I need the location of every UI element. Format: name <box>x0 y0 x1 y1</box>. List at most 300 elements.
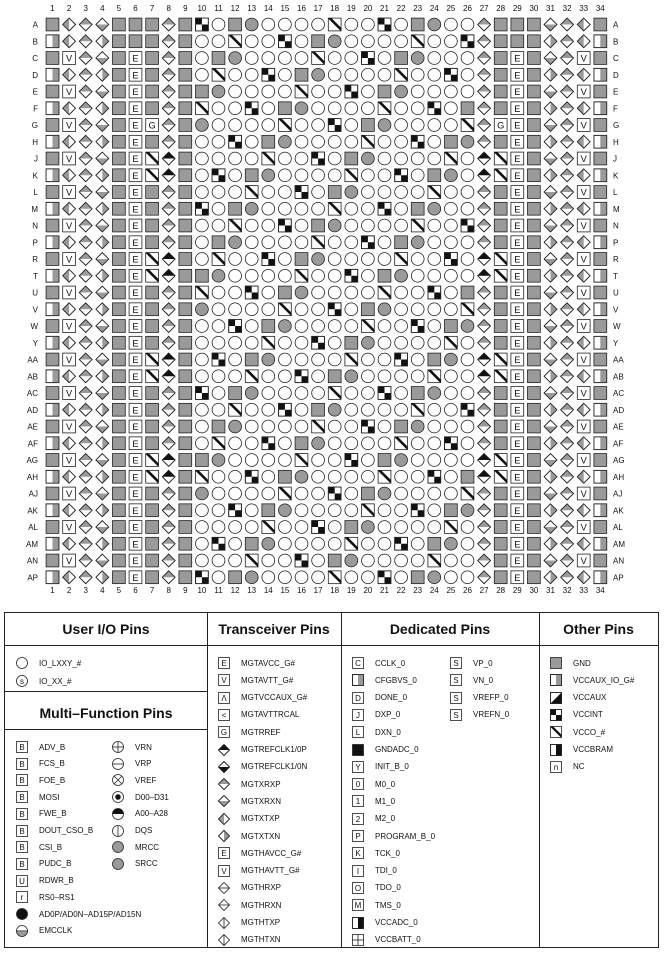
svg-text:V: V <box>580 187 587 198</box>
svg-text:V: V <box>66 221 73 232</box>
col-label-top: 32 <box>562 4 572 13</box>
legend-item <box>351 863 397 879</box>
row-label-right: AC <box>613 389 625 398</box>
pin-cell <box>245 52 258 65</box>
pin-cell <box>544 437 557 450</box>
pin-cell <box>544 119 557 132</box>
pin-cell <box>362 286 375 299</box>
pin-cell <box>494 286 507 299</box>
pin-cell <box>312 320 325 333</box>
pin-cell <box>146 320 159 333</box>
pin-cell <box>395 269 408 282</box>
pin-cell <box>428 504 441 517</box>
pin-cell <box>245 320 258 333</box>
legend-item <box>449 707 509 723</box>
pin-cell <box>295 219 308 232</box>
pin-cell <box>561 52 574 65</box>
pin-cell <box>577 521 590 534</box>
pin-cell <box>162 186 175 199</box>
sq-D-icon <box>351 691 365 705</box>
pin-cell <box>511 219 524 232</box>
pin-cell <box>146 253 159 266</box>
sq-gray-icon <box>549 656 563 670</box>
pin-cell <box>561 437 574 450</box>
pin-cell <box>577 152 590 165</box>
pin-cell <box>594 487 607 500</box>
pin-cell <box>295 420 308 433</box>
pin-cell <box>262 236 275 249</box>
row-label-left: AC <box>26 389 38 398</box>
pin-cell <box>594 554 607 567</box>
pin-cell <box>129 35 142 48</box>
pin-cell <box>378 320 391 333</box>
pin-cell <box>594 219 607 232</box>
pin-cell <box>345 186 358 199</box>
pin-cell <box>345 269 358 282</box>
svg-text:E: E <box>132 154 139 165</box>
svg-text:E: E <box>132 237 139 248</box>
pin-cell <box>245 537 258 550</box>
svg-text:E: E <box>514 204 521 215</box>
pin-cell <box>345 353 358 366</box>
legend-label: A00–A28 <box>135 809 168 819</box>
pin-cell <box>212 454 225 467</box>
pin-cell <box>146 85 159 98</box>
legend-label: DXN_0 <box>375 727 401 737</box>
pin-cell <box>528 202 541 215</box>
pin-cell <box>129 85 142 98</box>
pin-cell <box>46 504 59 517</box>
pin-cell <box>212 169 225 182</box>
pin-cell <box>162 152 175 165</box>
pin-cell <box>494 370 507 383</box>
pin-cell <box>279 135 292 148</box>
row-label-left: AH <box>26 472 38 482</box>
legend-item <box>351 690 407 706</box>
row-label-left: P <box>32 238 38 248</box>
pin-cell <box>511 403 524 416</box>
legend-item <box>449 655 493 671</box>
pin-cell <box>362 35 375 48</box>
legend-label: VCCBRAM <box>573 745 614 754</box>
legend-label: PUDC_B <box>39 859 72 869</box>
pin-cell <box>196 487 209 500</box>
row-label-left: N <box>32 221 38 231</box>
pin-cell <box>96 353 109 366</box>
col-label-top: 22 <box>396 4 406 13</box>
pin-cell <box>411 68 424 81</box>
row-label-right: K <box>613 171 619 181</box>
pin-cell <box>96 521 109 534</box>
legend-label: M1_0 <box>375 796 396 806</box>
legend-label: MGTAVTT_G# <box>241 675 294 685</box>
pin-cell <box>577 119 590 132</box>
pin-cell <box>445 487 458 500</box>
pin-cell <box>295 286 308 299</box>
pin-cell <box>162 169 175 182</box>
pin-cell <box>262 52 275 65</box>
pin-cell <box>262 85 275 98</box>
pin-cell <box>378 169 391 182</box>
svg-text:Y: Y <box>355 762 361 772</box>
legend-item <box>15 789 59 805</box>
svg-text:V: V <box>580 455 587 466</box>
pin-cell <box>113 135 126 148</box>
pin-cell <box>129 102 142 115</box>
pin-cell <box>577 269 590 282</box>
pin-cell <box>229 253 242 266</box>
pin-cell <box>279 353 292 366</box>
legend-item <box>217 828 280 844</box>
pin-cell <box>461 236 474 249</box>
pin-cell <box>212 521 225 534</box>
svg-text:E: E <box>514 472 521 483</box>
legend-label: MGTHTXN <box>241 935 281 945</box>
pin-cell <box>312 219 325 232</box>
pin-cell <box>494 269 507 282</box>
pin-cell <box>229 537 242 550</box>
svg-text:E: E <box>514 271 521 282</box>
svg-text:V: V <box>66 154 73 165</box>
pin-cell <box>79 68 92 81</box>
pin-cell <box>212 504 225 517</box>
svg-text:E: E <box>514 70 521 81</box>
pin-cell <box>312 85 325 98</box>
legend-item <box>217 897 281 913</box>
pin-cell <box>528 470 541 483</box>
col-label-top: 26 <box>463 4 472 13</box>
pin-cell <box>96 336 109 349</box>
pin-cell <box>395 303 408 316</box>
pin-cell <box>179 420 192 433</box>
pin-cell <box>63 35 76 48</box>
pin-cell <box>478 370 491 383</box>
row-label-left: M <box>31 204 38 214</box>
circle-black-icon <box>15 907 29 921</box>
pin-cell <box>295 135 308 148</box>
svg-text:B: B <box>19 743 25 753</box>
pin-cell <box>528 487 541 500</box>
col-label-bottom: 23 <box>413 586 423 595</box>
pin-cell <box>494 135 507 148</box>
pin-cell <box>279 554 292 567</box>
svg-text:S: S <box>453 710 459 720</box>
col-label-bottom: 28 <box>496 586 506 595</box>
pin-cell <box>279 320 292 333</box>
pin-cell <box>594 269 607 282</box>
pin-cell <box>179 454 192 467</box>
pin-cell <box>577 52 590 65</box>
sq-S-icon <box>449 708 463 722</box>
pin-cell <box>279 186 292 199</box>
pin-cell <box>46 52 59 65</box>
legend-label: EMCCLK <box>39 926 73 936</box>
pin-cell <box>561 487 574 500</box>
pin-cell <box>494 169 507 182</box>
svg-text:E: E <box>132 355 139 366</box>
svg-text:E: E <box>132 388 139 399</box>
pin-cell <box>345 135 358 148</box>
pin-cell <box>312 135 325 148</box>
pin-cell <box>395 169 408 182</box>
pin-cell <box>113 437 126 450</box>
pin-cell <box>461 336 474 349</box>
pin-cell <box>179 219 192 232</box>
pin-cell <box>212 202 225 215</box>
pin-cell <box>345 370 358 383</box>
pin-cell <box>312 35 325 48</box>
legend-item <box>217 742 307 758</box>
legend-item <box>549 724 605 740</box>
svg-text:Λ: Λ <box>221 693 227 703</box>
row-label-left: V <box>32 305 38 315</box>
row-label-left: AJ <box>28 489 38 499</box>
pin-cell <box>577 487 590 500</box>
pin-cell <box>494 487 507 500</box>
pin-cell <box>411 370 424 383</box>
pin-cell <box>561 336 574 349</box>
row-label-left: B <box>32 37 38 47</box>
pin-cell <box>411 119 424 132</box>
sq-halfblack-icon <box>549 743 563 757</box>
pin-cell <box>544 470 557 483</box>
pin-cell <box>46 571 59 584</box>
pin-cell <box>113 85 126 98</box>
pin-cell <box>395 35 408 48</box>
dia-grayleft-icon <box>217 812 231 826</box>
pin-cell <box>378 537 391 550</box>
pin-cell <box>461 85 474 98</box>
pin-cell <box>113 286 126 299</box>
pin-cell <box>461 18 474 31</box>
pin-cell <box>345 102 358 115</box>
pin-cell <box>378 152 391 165</box>
col-label-bottom: 24 <box>429 586 439 595</box>
pin-cell <box>445 236 458 249</box>
pin-cell <box>146 18 159 31</box>
pin-cell <box>528 152 541 165</box>
row-label-right: AF <box>613 439 624 449</box>
pin-cell <box>345 52 358 65</box>
row-label-left: J <box>34 154 38 164</box>
pin-cell <box>96 186 109 199</box>
svg-text:V: V <box>580 120 587 131</box>
pin-cell <box>345 403 358 416</box>
pin-cell <box>494 521 507 534</box>
svg-text:E: E <box>514 103 521 114</box>
pin-cell <box>245 186 258 199</box>
pin-cell <box>561 353 574 366</box>
pin-cell <box>295 102 308 115</box>
legend-item <box>351 897 401 913</box>
legend-label: AD0P/AD0N–AD15P/AD15N <box>39 909 142 919</box>
pin-cell <box>544 236 557 249</box>
svg-text:V: V <box>580 489 587 500</box>
pin-cell <box>295 370 308 383</box>
sq-S-icon <box>449 673 463 687</box>
pin-cell <box>328 253 341 266</box>
legend-label: CFGBVS_0 <box>375 675 417 685</box>
dia-blacktop-icon <box>217 743 231 757</box>
svg-text:E: E <box>132 489 139 500</box>
pin-cell <box>63 18 76 31</box>
row-label-right: AM <box>613 539 625 549</box>
pin-cell <box>411 186 424 199</box>
pin-cell <box>528 119 541 132</box>
pin-cell <box>196 85 209 98</box>
pin-cell <box>478 320 491 333</box>
pin-cell <box>113 269 126 282</box>
svg-text:V: V <box>66 120 73 131</box>
pin-cell <box>494 85 507 98</box>
svg-text:B: B <box>19 809 25 819</box>
sq-G-icon <box>217 725 231 739</box>
pin-cell <box>411 303 424 316</box>
svg-text:B: B <box>19 859 25 869</box>
pin-cell <box>46 303 59 316</box>
pin-cell <box>129 537 142 550</box>
pin-cell <box>113 504 126 517</box>
row-label-right: AH <box>613 472 625 482</box>
svg-text:E: E <box>221 849 227 859</box>
pin-cell <box>328 353 341 366</box>
pin-cell <box>494 68 507 81</box>
legend-item <box>549 759 585 775</box>
pin-cell <box>113 537 126 550</box>
pin-cell <box>345 35 358 48</box>
pin-cell <box>129 186 142 199</box>
col-label-bottom: 10 <box>197 586 207 595</box>
pin-cell <box>229 303 242 316</box>
pin-cell <box>162 286 175 299</box>
legend-label: IO_XX_# <box>39 676 72 686</box>
row-label-left: AF <box>27 439 38 449</box>
pin-cell <box>113 487 126 500</box>
pin-cell <box>494 202 507 215</box>
sq-U-icon <box>15 874 29 888</box>
pin-cell <box>594 370 607 383</box>
pin-cell <box>528 554 541 567</box>
pin-cell <box>328 320 341 333</box>
pin-cell <box>162 336 175 349</box>
pin-cell <box>395 387 408 400</box>
sq-I-icon <box>351 864 365 878</box>
svg-text:V: V <box>66 53 73 64</box>
pin-cell <box>378 504 391 517</box>
pin-cell <box>528 454 541 467</box>
pin-cell <box>96 537 109 550</box>
pin-cell <box>577 571 590 584</box>
pin-cell <box>113 303 126 316</box>
pin-cell <box>46 152 59 165</box>
pin-cell <box>328 454 341 467</box>
pin-cell <box>146 202 159 215</box>
legend-item <box>217 690 307 706</box>
row-label-left: A <box>32 20 38 30</box>
svg-text:E: E <box>514 254 521 265</box>
pin-cell <box>461 437 474 450</box>
pin-cell <box>561 85 574 98</box>
pin-cell <box>79 52 92 65</box>
pin-cell <box>362 571 375 584</box>
svg-text:1: 1 <box>355 797 361 807</box>
col-label-top: 15 <box>280 4 290 13</box>
legend-item <box>549 707 603 723</box>
pin-cell <box>544 202 557 215</box>
pin-cell <box>245 571 258 584</box>
legend-label: MOSI <box>39 792 60 802</box>
pin-cell <box>196 135 209 148</box>
pin-cell <box>511 202 524 215</box>
pin-cell <box>179 504 192 517</box>
legend-label: CSI_B <box>39 842 63 852</box>
pin-cell <box>461 152 474 165</box>
pin-cell <box>478 487 491 500</box>
legend-label: MGTREFCLK1/0P <box>241 745 307 754</box>
pin-cell <box>378 554 391 567</box>
svg-text:E: E <box>132 288 139 299</box>
pin-cell <box>494 336 507 349</box>
svg-text:V: V <box>66 321 73 332</box>
pin-cell <box>544 320 557 333</box>
svg-text:V: V <box>580 288 587 299</box>
svg-text:E: E <box>132 204 139 215</box>
pin-cell <box>212 487 225 500</box>
pin-cell <box>544 169 557 182</box>
svg-text:E: E <box>132 505 139 516</box>
pin-cell <box>428 353 441 366</box>
pin-cell <box>229 202 242 215</box>
pin-cell <box>362 253 375 266</box>
pin-cell <box>345 253 358 266</box>
pin-cell <box>262 68 275 81</box>
pin-cell <box>279 504 292 517</box>
col-label-top: 17 <box>313 4 323 13</box>
svg-text:V: V <box>580 154 587 165</box>
pin-cell <box>46 35 59 48</box>
pin-cell <box>63 102 76 115</box>
pin-cell <box>362 219 375 232</box>
pin-cell <box>162 470 175 483</box>
pin-cell <box>411 202 424 215</box>
pin-cell <box>129 269 142 282</box>
pin-cell <box>312 18 325 31</box>
pin-cell <box>295 169 308 182</box>
col-label-top: 31 <box>546 4 555 13</box>
pin-cell <box>345 236 358 249</box>
pin-cell <box>594 571 607 584</box>
row-label-left: L <box>33 188 38 197</box>
pin-cell <box>594 303 607 316</box>
pin-cell <box>146 186 159 199</box>
circle-halftop-icon <box>111 807 125 821</box>
pin-cell <box>312 403 325 416</box>
pin-cell <box>561 18 574 31</box>
pin-cell <box>279 370 292 383</box>
pin-cell <box>63 85 76 98</box>
pin-cell <box>262 336 275 349</box>
legend-label: IO_LXXY_# <box>39 658 82 668</box>
pin-cell <box>478 119 491 132</box>
pin-cell <box>113 253 126 266</box>
pin-cell <box>328 219 341 232</box>
pin-cell <box>528 135 541 148</box>
pin-cell <box>494 320 507 333</box>
pin-cell <box>96 269 109 282</box>
legend-item <box>351 776 395 792</box>
pin-cell <box>162 554 175 567</box>
legend-label: MGTHAVCC_G# <box>241 848 302 858</box>
